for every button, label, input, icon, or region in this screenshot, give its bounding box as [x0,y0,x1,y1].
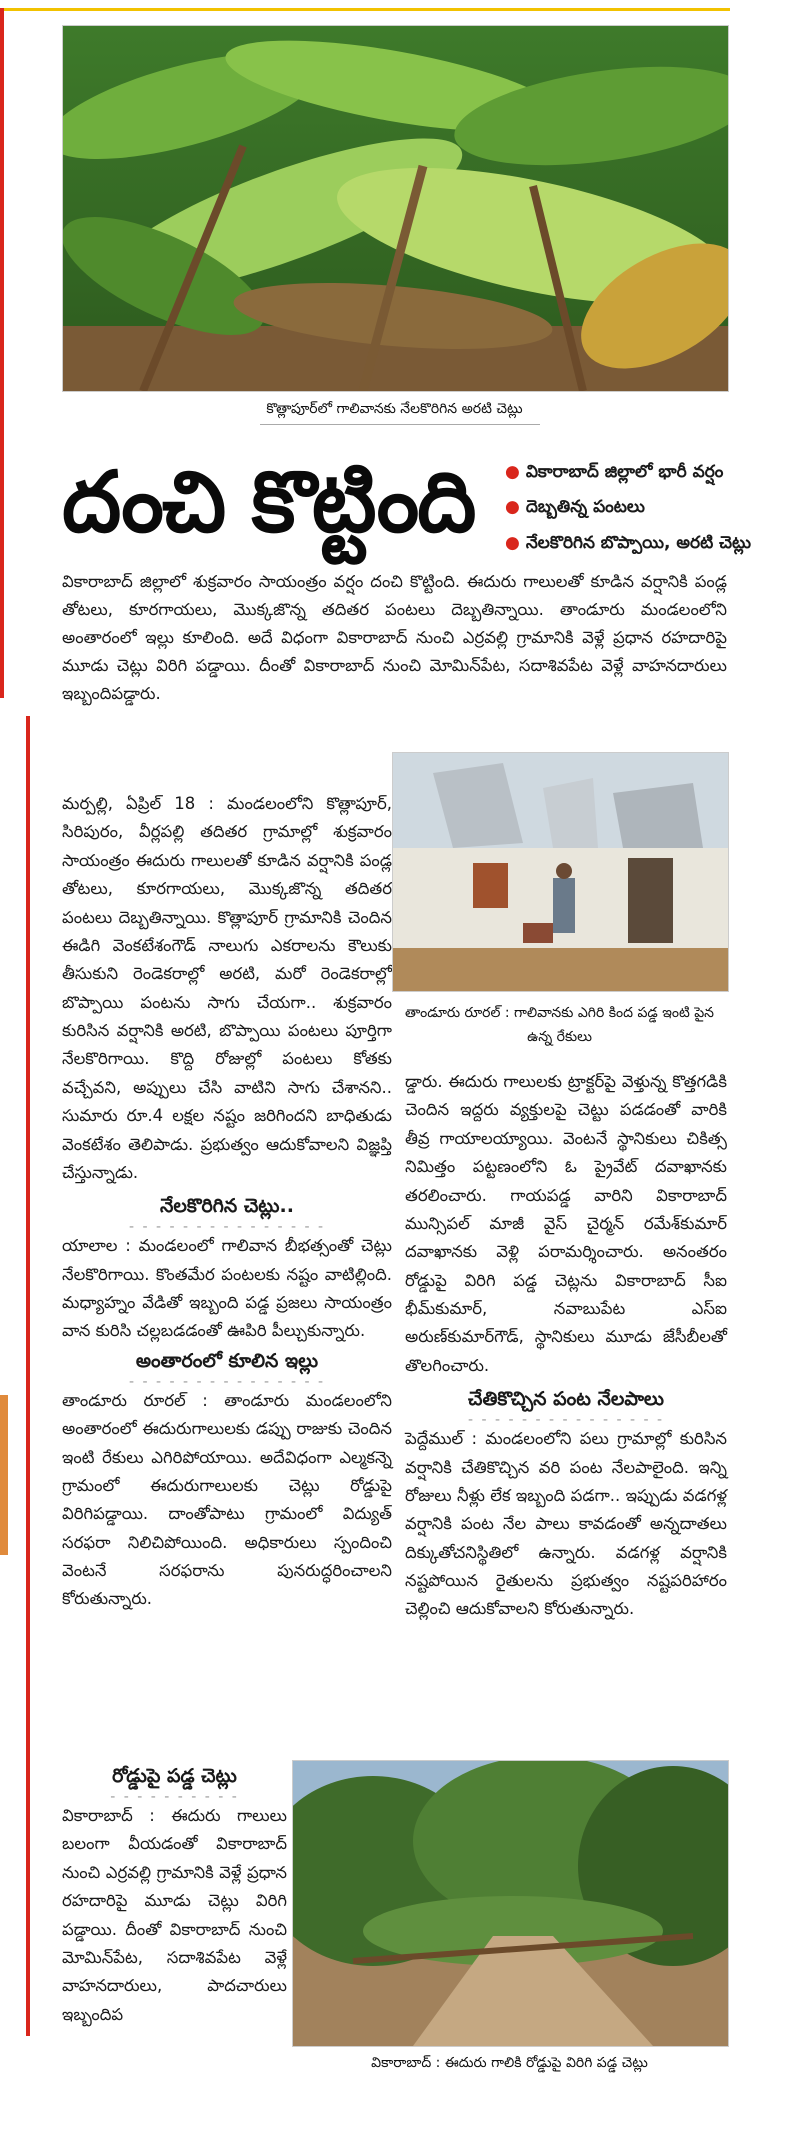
banana-plantation-photo [62,25,729,392]
bullet-item [505,497,755,518]
divider: - - - - - - - - - - - - - - - [128,1219,326,1236]
damaged-house-photo [392,752,729,992]
bullet-text: వికారాబాద్ జిల్లాలో భారీ వర్షం [525,462,724,482]
right-column [405,1068,727,1624]
article-paragraph: మర్పల్లి, ఏప్రిల్ 18 : మండలంలోని కొత్లాపూర్, సిరిపురం, వీర్లపల్లి తదితర గ్రామాల్లో శుక్రవారం సాయంత్రం ఈదురు గాలులతో కూడిన వర్షానికి పండ్ల తోటలు, కూరగాయలు, మొక్కజొన్న తదితర పంటలు దెబ్బతిన్నాయి. కొత్లాపూర్ గ్రామానికి చెందిన ఈడిగి వెంకటేశంగౌడ్ నాలుగు ఎకరాలను కౌలుకు తీసుకుని రెండెకరాల్లో అరటి, మరో రెండెకరాల్లో బొప్పాయి పంటను సాగు చేయగా.. శుక్రవారం కురిసిన వర్షానికి అరటి, బొప్పాయి పంటలు పూర్తిగా నేలకొరిగాయి. కొద్ది రోజుల్లో పంటలు కోతకు వచ్చేవని, అప్పులు చేసి వాటిని సాగు చేశానని.. సుమారు రూ.4 లక్షల నష్టం జరిగిందని బాధితుడు వెంకటేశం తెలిపాడు. ప్రభుత్వం ఆదుకోవాలని విజ్ఞప్తి చేస్తున్నాడు. [62,794,392,1182]
article-paragraph: పెద్దేముల్ : మండలంలోని పలు గ్రామాల్లో కురిసిన వర్షానికి చేతికొచ్చిన వరి పంట నేలపాలైంది. ఇన్ని రోజులు నీళ్లు లేక ఇబ్బంది పడగా.. ఇప్పుడు వడగళ్ల వర్షానికి పంట నేల పాలు కావడంతో అన్నదాతలు దిక్కుతోచనిస్థితిలో ఉన్నారు. వడగళ్ల వర్షానికి నష్టపోయిన రైతులను ప్రభుత్వం నష్టపరిహారం చెల్లించి ఆదుకోవాలని కోరుతున్నారు. [405,1429,727,1619]
bullet-text: దెబ్బతిన్న పంటలు [525,497,645,518]
article-paragraph: యాలాల : మండలంలో గాలివాన బీభత్సంతో చెట్లు నేలకొరిగాయి. కొంతమేర పంటలకు నష్టం వాటిల్లింది. మధ్యాహ్నం వేడితో ఇబ్బంది పడ్డ ప్రజలు సాయంత్రం వాన కురిసి చల్లబడడంతో ఊపిరి పీల్చుకున్నారు. [62,1236,392,1341]
bullet-dot-icon: ● [505,497,520,518]
left-red-rule-top [0,8,4,698]
adjacent-article-fragment [0,1395,8,1555]
house-photo-caption: తాండూరు రూరల్ : గాలివానకు ఎగిరి కింద పడ్డ ఇంటి పైన ఉన్న రేకులు [404,1005,715,1045]
caption-underline [260,424,540,425]
bullet-dot-icon: ● [505,532,520,553]
article-paragraph: తాండూరు రూరల్ : తాండూరు మండలంలోని అంతారంలో ఈదురుగాలులకు డప్పు రాజుకు చెందిన ఇంటి రేకులు ఎగిరిపోయాయి. అదేవిధంగా ఎల్మకన్నె గ్రామంలో ఈదురుగాలులకు చెట్లు రోడ్డుపై విరిగిపడ్డాయి. దాంతోపాటు గ్రామంలో విద్యుత్ సరఫరా నిలిచిపోయింది. అధికారులు స్పందించి వెంటనే సరఫరాను పునరుద్ధరించాలని కోరుతున్నారు. [62,1390,392,1609]
left-column [62,790,392,1614]
subheading: రోడ్డుపై పడ్డ చెట్లు [112,1765,237,1787]
bullet-dot-icon: ● [505,462,520,482]
article-paragraph: డ్డారు. ఈదురు గాలులకు ట్రాక్టర్‌పై వెళ్తున్న కొత్తగడికి చెందిన ఇద్దరు వ్యక్తులపై చెట్టు పడడంతో వారికి తీవ్ర గాయాలయ్యాయి. వెంటనే స్థానికులు చికిత్స నిమిత్తం పట్టణంలోని ఓ ప్రైవేట్ దవాఖానకు తరలించారు. గాయపడ్డ వారిని వికారాబాద్ మున్సిపల్ మాజీ వైస్ చైర్మన్ రమేశ్‌కుమార్ దవాఖానకు వెళ్లి పరామర్శించారు. అనంతరం రోడ్డుపై విరిగి పడ్డ చెట్లను వికారాబాద్ సీఐ భీమ్‌కుమార్, నవాబుపేట ఎస్ఐ అరుణ్‌కుమార్‌గౌడ్, స్థానికులు మూడు జేసీబీలతో తొలగించారు. [405,1072,727,1375]
top-rule [0,8,730,11]
left-red-rule [26,716,30,2036]
headline: దంచి కొట్టింది [62,453,475,551]
left-column-lower [62,1765,287,2029]
bullet-list [505,462,755,568]
subheading: నేలకొరిగిన చెట్లు.. [160,1195,294,1218]
subheading: అంతారంలో కూలిన ఇల్లు [135,1349,319,1372]
bullet-item [505,533,755,554]
divider: - - - - - - - - - - [110,1789,239,1805]
top-photo-caption: కొత్లాపూర్‌లో గాలివానకు నేలకొరిగిన అరటి చెట్లు [266,401,523,417]
bullet-item [505,462,755,483]
divider: - - - - - - - - - - - - - - - [128,1373,326,1390]
fallen-trees-road-photo [292,1760,729,2047]
road-photo-caption: వికారాబాద్ : ఈదురు గాలికి రోడ్డుపై విరిగి పడ్డ చెట్లు [371,2055,648,2071]
article-paragraph: వికారాబాద్ : ఈదురు గాలులు బలంగా వీయడంతో వికారాబాద్ నుంచి ఎర్రవల్లి గ్రామానికి వెళ్లే ప్రధాన రహదారిపై మూడు చెట్లు విరిగి పడ్డాయి. దీంతో వికారాబాద్ నుంచి మోమిన్‌పేట, సదాశివపేట వెళ్లే వాహనదారులు, పాదచారులు ఇబ్బందిప [62,1806,287,2024]
divider: - - - - - - - - - - - - - - - [467,1412,665,1429]
intro-paragraph: వికారాబాద్ జిల్లాలో శుక్రవారం సాయంత్రం వర్షం దంచి కొట్టింది. ఈదురు గాలులతో కూడిన వర్షానికి పండ్ల తోటలు, కూరగాయలు, మొక్కజొన్న తదితర పంటలు దెబ్బతిన్నాయి. తాండూరు మండలంలోని అంతారంలో ఇల్లు కూలింది. అదే విధంగా వికారాబాద్ నుంచి ఎర్రవల్లి గ్రామానికి వెళ్లే ప్రధాన రహదారిపై మూడు చెట్లు విరిగి పడ్డాయి. దీంతో వికారాబాద్ నుంచి మోమిన్‌పేట, సదాశివపేట వెళ్లే వాహనదారులు ఇబ్బందిపడ్డారు. [62,572,727,704]
subheading: చేతికొచ్చిన పంట నేలపాలు [468,1388,664,1411]
bullet-text: నేలకొరిగిన బొప్పాయి, అరటి చెట్లు [525,532,752,553]
